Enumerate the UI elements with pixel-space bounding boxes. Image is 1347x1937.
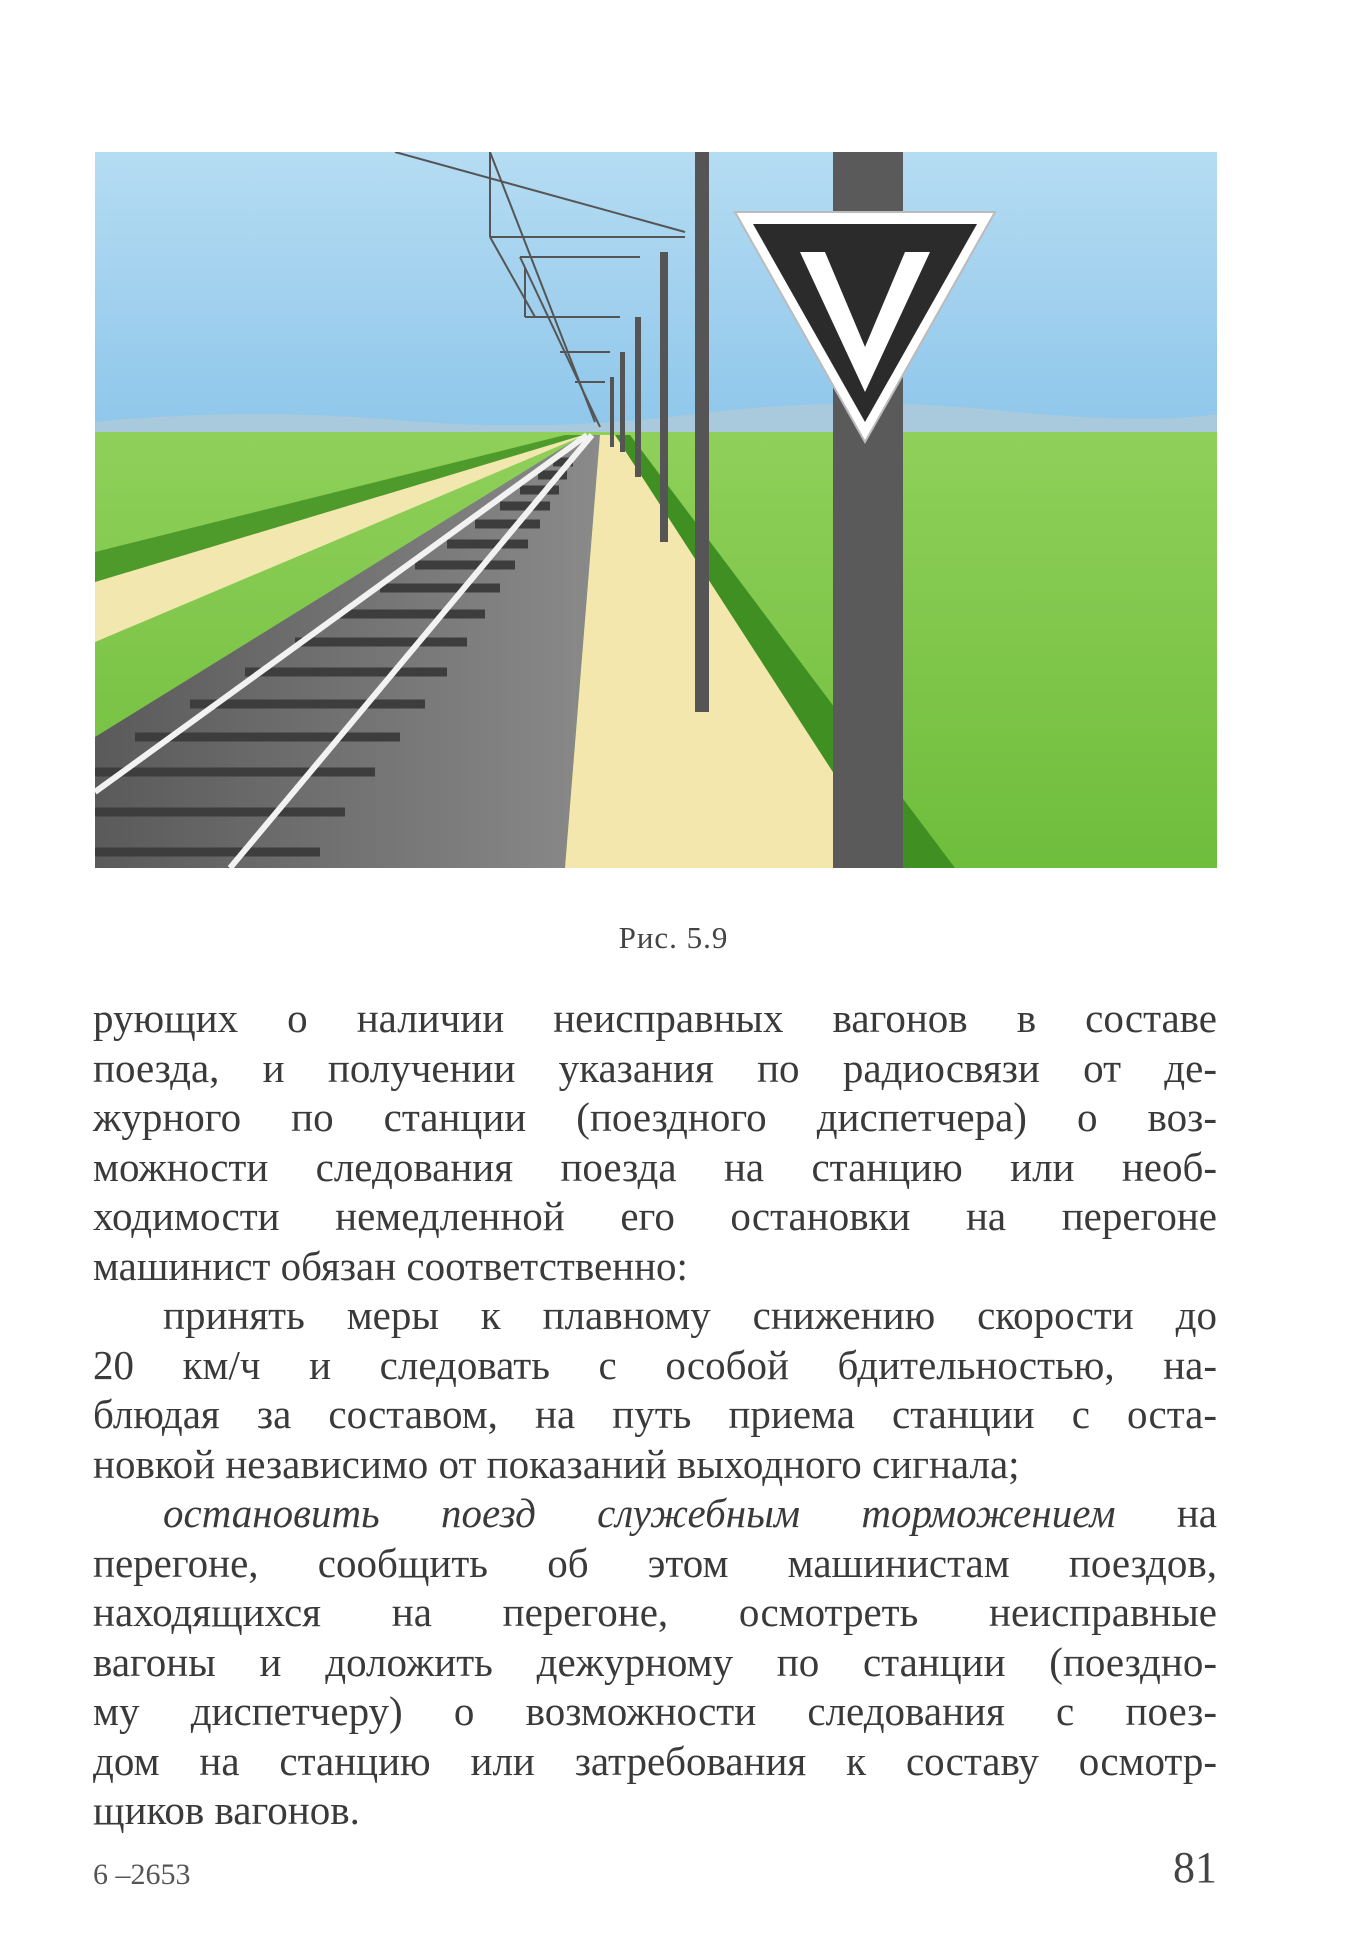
- figure-caption: Рис. 5.9: [618, 920, 729, 955]
- text-line: щиков вагонов.: [93, 1787, 360, 1833]
- paragraph-2: [93, 1291, 1217, 1489]
- text-line: поезда, и получении указания по радиосвязи от де-: [93, 1044, 1217, 1091]
- text-line: ходимости немедленной его остановки на перегоне: [93, 1193, 1217, 1239]
- paragraph-3: [93, 1489, 1217, 1836]
- page-number: 81: [1173, 1843, 1217, 1892]
- text-line: новкой независимо от показаний выходного сигнала;: [93, 1440, 1020, 1487]
- body-text: [93, 994, 1217, 1836]
- text-line: вагоны и доложить дежурному по станции (поездно-: [93, 1638, 1217, 1685]
- railway-scene-illustration: [95, 152, 1217, 868]
- text-line: 20 км/ч и следовать с особой бдительностью, на-: [93, 1341, 1217, 1388]
- text-line: машинист обязан соответственно:: [93, 1242, 688, 1289]
- signature-code: 6 –2653: [93, 1858, 191, 1891]
- text-line: можности следования поезда на станцию или необ-: [93, 1143, 1217, 1190]
- text-line: блюдая за составом, на путь приема станции с оста-: [93, 1391, 1217, 1437]
- text-line-italic-lead: остановить поезд служебным торможением на: [163, 1490, 1217, 1536]
- text-line: дом на станцию или затребования к составу осмотр-: [93, 1737, 1217, 1784]
- text-line: находящихся на перегоне, осмотреть неисправные: [93, 1589, 1217, 1635]
- text-line: принять меры к плавному снижению скорости до: [163, 1292, 1217, 1338]
- paragraph-1: [93, 994, 1217, 1291]
- text-line: журного по станции (поездного диспетчера) о воз-: [93, 1094, 1217, 1140]
- figure-illustration: [95, 152, 1217, 868]
- text-line: му диспетчеру) о возможности следования с поез-: [93, 1688, 1217, 1734]
- text-line: рующих о наличии неисправных вагонов в составе: [93, 995, 1217, 1041]
- sky: [95, 152, 1217, 437]
- italic-lead: остановить поезд служебным торможением: [163, 1490, 1116, 1536]
- text-line: перегоне, сообщить об этом машинистам поездов,: [93, 1539, 1217, 1586]
